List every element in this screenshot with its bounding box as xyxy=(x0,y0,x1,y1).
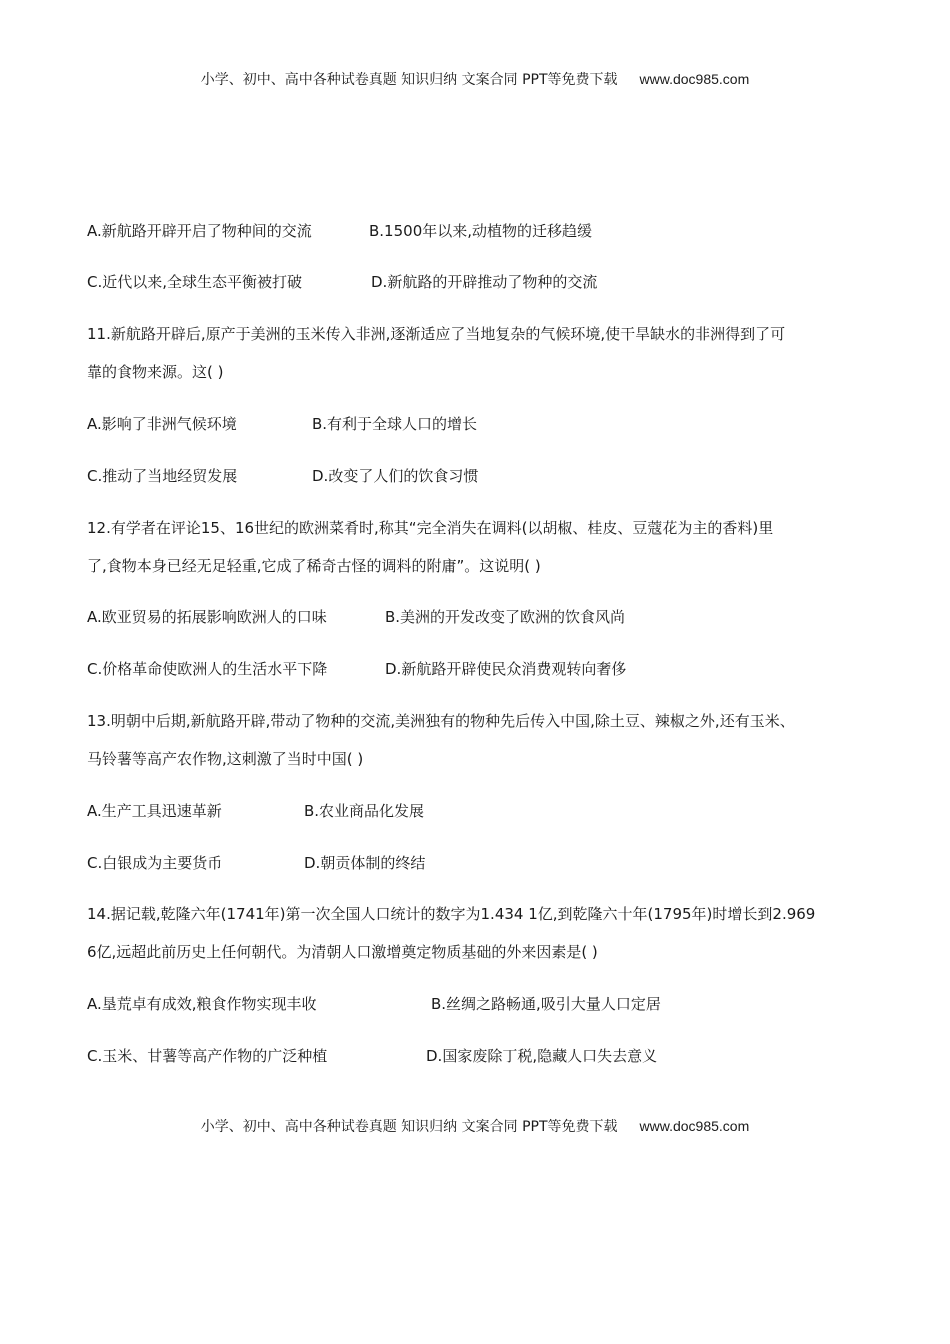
q14-option-b: B.丝绸之路畅通,吸引大量人口定居 xyxy=(431,995,661,1013)
q11-stem-line-2: 靠的食物来源。这( ) xyxy=(87,363,224,381)
q12-option-c: C.价格革命使欧洲人的生活水平下降 xyxy=(87,660,328,678)
q10-option-b: B.1500年以来,动植物的迁移趋缓 xyxy=(369,222,593,240)
q13-option-b: B.农业商品化发展 xyxy=(304,802,425,820)
q14-options-row-2 xyxy=(87,1046,887,1066)
q13-option-d: D.朝贡体制的终结 xyxy=(304,854,426,872)
footer-banner-text: 小学、初中、高中各种试卷真题 知识归纳 文案合同 PPT等免费下载 xyxy=(200,1119,618,1135)
q14-stem-line-2: 6亿,远超此前历史上任何朝代。为清朝人口激增奠定物质基础的外来因素是( ) xyxy=(87,943,598,961)
q13-option-a: A.生产工具迅速革新 xyxy=(87,802,222,820)
q14-option-c: C.玉米、甘薯等高产作物的广泛种植 xyxy=(87,1047,328,1065)
q11-stem-line-1: 11.新航路开辟后,原产于美洲的玉米传入非洲,逐渐适应了当地复杂的气候环境,使干旱缺水的非洲得到了可 xyxy=(87,325,786,343)
q12-option-a: A.欧亚贸易的拓展影响欧洲人的口味 xyxy=(87,608,327,626)
q10-options-row-2 xyxy=(87,272,887,292)
q12-options-row-1 xyxy=(87,607,887,627)
header-banner-text: 小学、初中、高中各种试卷真题 知识归纳 文案合同 PPT等免费下载 xyxy=(200,72,618,88)
q10-option-a: A.新航路开辟开启了物种间的交流 xyxy=(87,222,312,240)
footer-banner-url[interactable]: www.doc985.com xyxy=(639,1118,750,1134)
q11-option-a: A.影响了非洲气候环境 xyxy=(87,415,237,433)
q13-stem-line-1: 13.明朝中后期,新航路开辟,带动了物种的交流,美洲独有的物种先后传入中国,除土豆、辣椒之外,还有玉米、 xyxy=(87,712,795,730)
q12-option-d: D.新航路开辟使民众消费观转向奢侈 xyxy=(385,660,627,678)
q14-option-a: A.垦荒卓有成效,粮食作物实现丰收 xyxy=(87,995,317,1013)
q14-stem-line-1: 14.据记载,乾隆六年(1741年)第一次全国人口统计的数字为1.434 1亿,到乾隆六十年(1795年)时增长到2.969 xyxy=(87,905,816,923)
q13-stem-line-2: 马铃薯等高产农作物,这刺激了当时中国( ) xyxy=(87,750,364,768)
q11-option-b: B.有利于全球人口的增长 xyxy=(312,415,478,433)
footer-banner xyxy=(0,1116,950,1136)
q11-option-d: D.改变了人们的饮食习惯 xyxy=(312,467,479,485)
q12-stem-line-2: 了,食物本身已经无足轻重,它成了稀奇古怪的调料的附庸”。这说明( ) xyxy=(87,557,541,575)
q12-stem-line-1: 12.有学者在评论15、16世纪的欧洲菜肴时,称其“完全消失在调料(以胡椒、桂皮、豆蔻花为主的香料)里 xyxy=(87,519,774,537)
q14-options-row-1 xyxy=(87,994,887,1014)
q13-options-row-1 xyxy=(87,801,887,821)
q12-options-row-2 xyxy=(87,659,887,679)
q10-options-row-1 xyxy=(87,221,887,241)
q10-option-c: C.近代以来,全球生态平衡被打破 xyxy=(87,273,303,291)
q13-options-row-2 xyxy=(87,853,887,873)
header-banner-url[interactable]: www.doc985.com xyxy=(639,71,750,87)
q11-option-c: C.推动了当地经贸发展 xyxy=(87,467,238,485)
q13-option-c: C.白银成为主要货币 xyxy=(87,854,223,872)
q14-option-d: D.国家废除丁税,隐藏人口失去意义 xyxy=(426,1047,658,1065)
q10-option-d: D.新航路的开辟推动了物种的交流 xyxy=(371,273,598,291)
header-banner xyxy=(0,69,950,89)
q11-options-row-2 xyxy=(87,466,887,486)
q12-option-b: B.美洲的开发改变了欧洲的饮食风尚 xyxy=(385,608,626,626)
q11-options-row-1 xyxy=(87,414,887,434)
